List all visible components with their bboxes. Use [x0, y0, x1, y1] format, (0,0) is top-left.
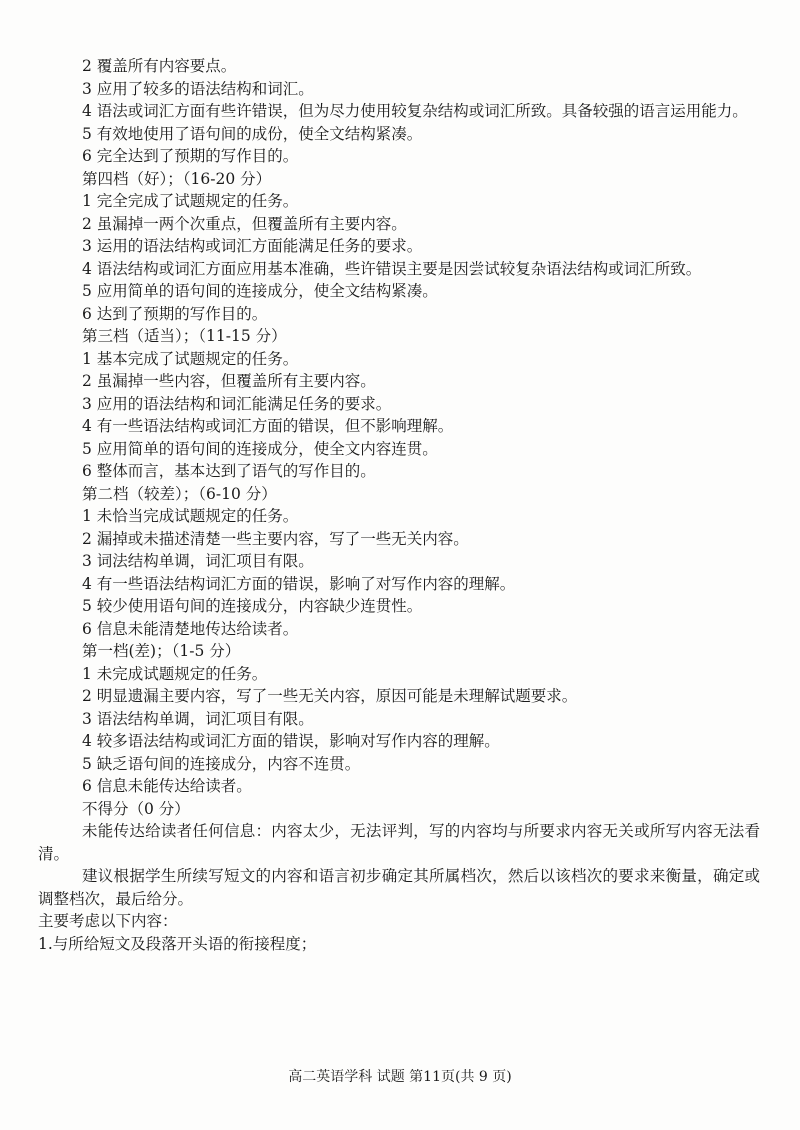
criteria-line: 2 明显遗漏主要内容，写了一些无关内容，原因可能是未理解试题要求。	[82, 687, 578, 705]
criteria-paragraph: 建议根据学生所续写短文的内容和语言初步确定其所属档次，然后以该档次的要求来衡量，确定或调整档次，最后给分。	[38, 867, 760, 908]
criteria-line: 6 完全达到了预期的写作目的。	[82, 147, 299, 165]
criteria-line: 1.与所给短文及段落开头语的衔接程度；	[38, 934, 317, 953]
criteria-line: 4 较多语法结构或词汇方面的错误，影响对写作内容的理解。	[82, 732, 500, 750]
criteria-line: 6 整体而言，基本达到了语气的写作目的。	[82, 462, 376, 480]
grade-level-heading: 第四档（好）；（16-20 分）	[82, 169, 272, 188]
grade-level-heading: 第一档(差)；（1-5 分）	[82, 642, 241, 660]
criteria-line: 3 应用的语法结构和词汇能满足任务的要求。	[82, 394, 392, 413]
criteria-line: 1 完全完成了试题规定的任务。	[82, 192, 299, 210]
criteria-line: 3 词法结构单调，词汇项目有限。	[82, 552, 314, 570]
criteria-line: 1 未恰当完成试题规定的任务。	[82, 507, 299, 525]
criteria-paragraph: 未能传达给读者任何信息：内容太少，无法评判，写的内容均与所要求内容无关或所写内容无法看清。	[38, 822, 760, 863]
criteria-line: 6 达到了预期的写作目的。	[82, 304, 268, 323]
criteria-line: 6 信息未能传达给读者。	[82, 777, 252, 795]
criteria-line: 5 较少使用语句间的连接成分，内容缺少连贯性。	[82, 597, 423, 615]
criteria-line: 4 有一些语法结构词汇方面的错误，影响了对写作内容的理解。	[82, 574, 516, 593]
grade-level-heading: 第二档（较差）；（6-10 分）	[82, 484, 277, 503]
page-footer: 高二英语学科 试题 第11页(共 9 页)	[288, 1069, 512, 1085]
criteria-line: 5 缺乏语句间的连接成分，内容不连贯。	[82, 754, 361, 773]
criteria-line: 4 有一些语法结构或词汇方面的错误，但不影响理解。	[82, 417, 454, 435]
criteria-line: 3 应用了较多的语法结构和词汇。	[82, 79, 314, 98]
criteria-line: 2 虽漏掉一些内容，但覆盖所有主要内容。	[82, 372, 376, 390]
criteria-line: 3 语法结构单调，词汇项目有限。	[82, 709, 314, 728]
criteria-paragraph: 4 语法或词汇方面有些许错误，但为尽力使用较复杂结构或词汇所致。具备较强的语言运用能力。	[82, 102, 748, 120]
criteria-line: 5 应用简单的语句间的连接成分，使全文结构紧凑。	[82, 282, 438, 300]
criteria-line: 2 虽漏掉一两个次重点，但覆盖所有主要内容。	[82, 214, 407, 233]
criteria-line: 1 未完成试题规定的任务。	[82, 664, 268, 683]
grade-level-heading: 不得分（0 分）	[82, 799, 190, 818]
grade-level-heading: 第三档（适当）；（11-15 分）	[82, 327, 287, 345]
criteria-line: 2 漏掉或未描述清楚一些主要内容，写了一些无关内容。	[82, 529, 469, 548]
grading-criteria-text	[38, 55, 760, 955]
criteria-line: 2 覆盖所有内容要点。	[82, 57, 237, 75]
criteria-line: 6 信息未能清楚地传达给读者。	[82, 619, 299, 638]
criteria-line: 1 基本完成了试题规定的任务。	[82, 349, 299, 368]
criteria-line: 3 运用的语法结构或词汇方面能满足任务的要求。	[82, 237, 423, 255]
criteria-line: 5 有效地使用了语句间的成份，使全文结构紧凑。	[82, 124, 423, 143]
section-heading: 主要考虑以下内容：	[38, 912, 178, 930]
criteria-line: 5 应用简单的语句间的连接成分，使全文内容连贯。	[82, 439, 438, 458]
criteria-line: 4 语法结构或词汇方面应用基本准确，些许错误主要是因尝试较复杂语法结构或词汇所致。	[82, 259, 702, 278]
